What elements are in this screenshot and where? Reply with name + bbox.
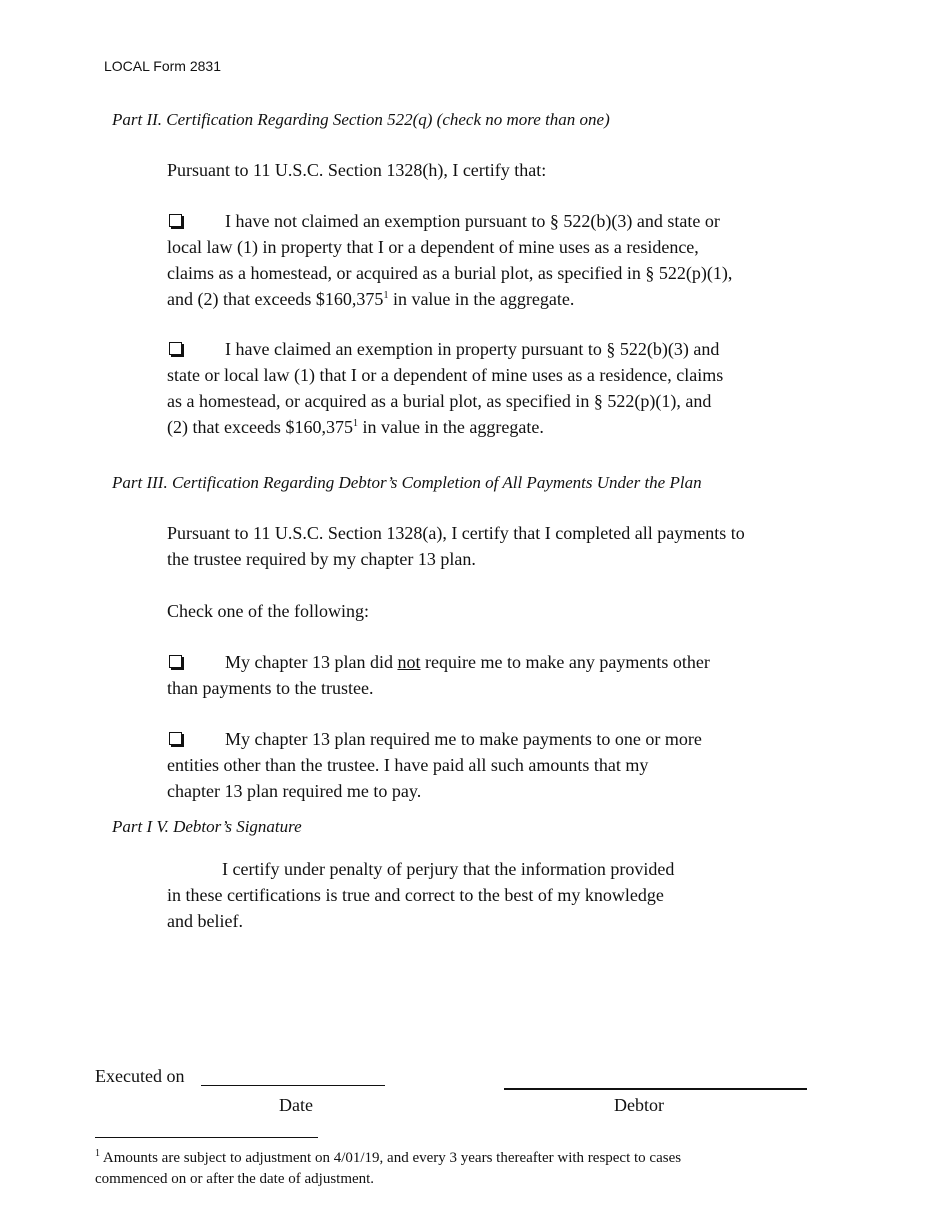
date-line[interactable] [201,1085,385,1086]
part2-option2-line4: (2) that exceeds $160,375 [167,417,353,437]
part2-option1-line1: I have not claimed an exemption pursuant to § 522(b)(3) and state or [225,211,720,231]
part3-option2-line3: chapter 13 plan required me to pay. [167,781,422,801]
part3-option2 [167,726,702,804]
date-label: Date [279,1095,313,1115]
part4-line1: I certify under penalty of perjury that the information provided [222,859,675,879]
part3-intro [167,520,745,572]
part4-certification [167,856,674,934]
part3-option1 [167,649,710,701]
part3-option2-checkbox[interactable] [169,732,182,745]
part4-heading: Part I V. Debtor’s Signature [112,817,302,836]
footnote-ref: 1 [352,418,358,429]
part3-option2-line2: entities other than the trustee. I have paid all such amounts that my [167,755,649,775]
debtor-signature-line[interactable] [504,1088,807,1090]
part3-option1-checkbox[interactable] [169,655,182,668]
part2-option1-line4-end: in value in the aggregate. [388,289,575,309]
debtor-label: Debtor [614,1095,664,1115]
part2-option1-line4: and (2) that exceeds $160,375 [167,289,384,309]
part2-heading: Part II. Certification Regarding Section 522(q) (check no more than one) [112,110,610,129]
part2-option2-line3: as a homestead, or acquired as a burial plot, as specified in § 522(p)(1), and [167,391,712,411]
part4-line3: and belief. [167,911,243,931]
part2-option2-line2: state or local law (1) that I or a dependent of mine uses as a residence, claims [167,365,724,385]
footnote-line1: Amounts are subject to adjustment on 4/01/19, and every 3 years thereafter with respect to cases [100,1150,682,1166]
footnote-ref: 1 [383,290,389,301]
part2-option1-checkbox[interactable] [169,214,182,227]
footnote-line2: commenced on or after the date of adjustment. [95,1171,375,1187]
part2-intro: Pursuant to 11 U.S.C. Section 1328(h), I certify that: [167,160,547,180]
part3-option2-line1: My chapter 13 plan required me to make payments to one or more [225,729,702,749]
part3-intro-line1: Pursuant to 11 U.S.C. Section 1328(a), I certify that I completed all payments to [167,523,745,543]
part2-option2-line4-end: in value in the aggregate. [357,417,544,437]
part2-option2 [167,336,723,440]
footnote-separator [95,1137,318,1138]
footnote-marker: 1 [95,1148,100,1159]
part3-heading: Part III. Certification Regarding Debtor’s Completion of All Payments Under the Plan [112,473,702,492]
part3-intro-line2: the trustee required by my chapter 13 plan. [167,549,476,569]
part2-option1 [167,208,732,312]
part2-option2-checkbox[interactable] [169,342,182,355]
form-number: LOCAL Form 2831 [104,58,221,74]
part3-option1-line1-end: require me to make any payments other [420,652,710,672]
footnote [95,1148,795,1190]
part2-option1-line2: local law (1) in property that I or a dependent of mine uses as a residence, [167,237,699,257]
part2-option2-line1: I have claimed an exemption in property pursuant to § 522(b)(3) and [225,339,720,359]
executed-on-label: Executed on [95,1066,185,1086]
part3-option1-line2: than payments to the trustee. [167,678,374,698]
part2-option1-line3: claims as a homestead, or acquired as a burial plot, as specified in § 522(p)(1), [167,263,733,283]
part4-line2: in these certifications is true and correct to the best of my knowledge [167,885,664,905]
part3-option1-not: not [397,652,421,672]
part3-option1-line1: My chapter 13 plan did [225,652,398,672]
part3-check-one: Check one of the following: [167,601,369,621]
